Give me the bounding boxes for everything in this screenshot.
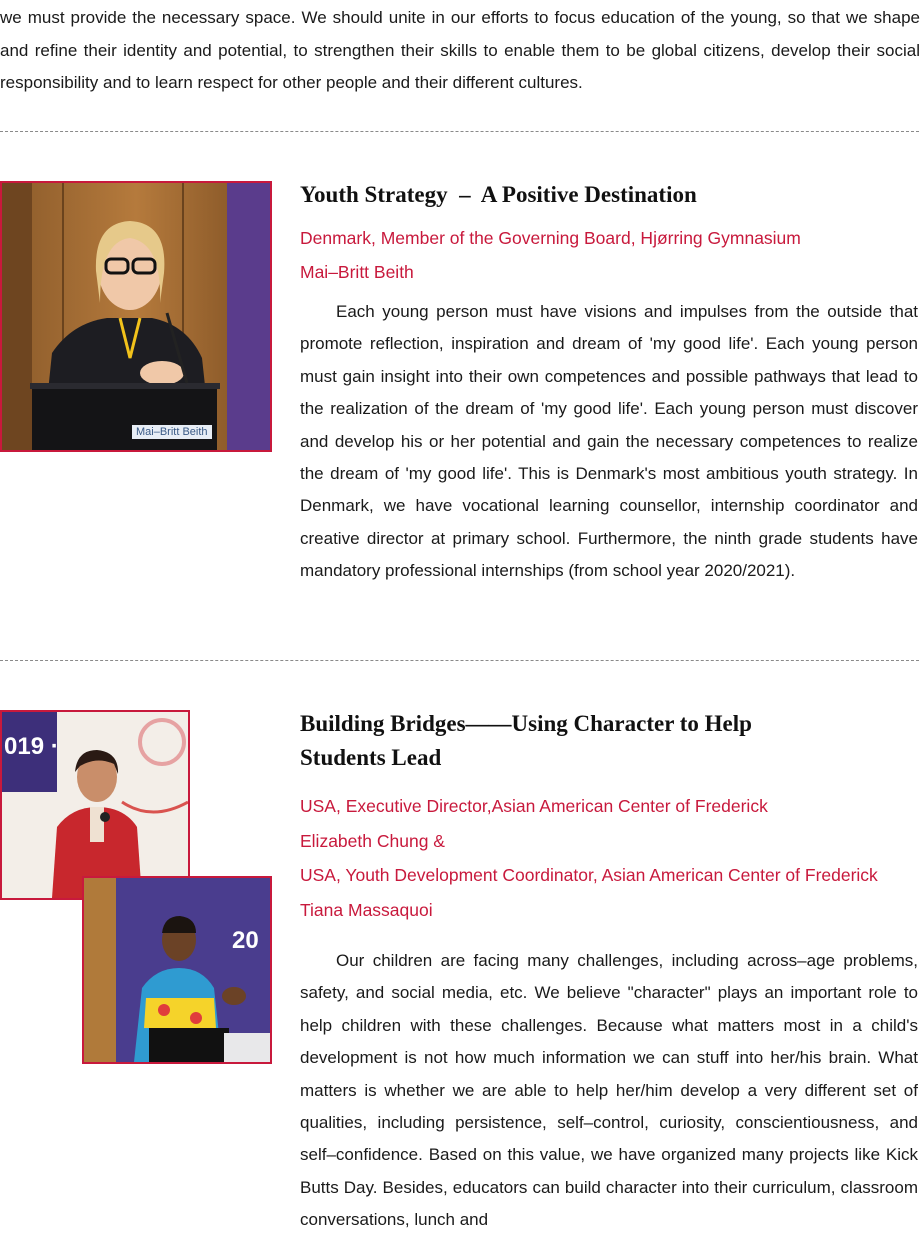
speaker-photo-illustration	[2, 183, 270, 450]
section-divider	[0, 660, 919, 661]
speaker-photo-illustration	[84, 878, 270, 1062]
banner-text: 019 ·	[4, 733, 59, 760]
banner-text: 20	[232, 927, 259, 954]
intro-paragraph: we must provide the necessary space. We should unite in our efforts to focus education of the young, so that we shape and refine their identity and potential, to strengthen their skills to enable them to be global citizens, develop their social responsibility and to learn respect for other people and their different cultures.	[0, 8, 920, 92]
section1-speaker: Mai–Britt Beith	[300, 262, 414, 282]
section2-speaker-1: Elizabeth Chung &	[300, 831, 445, 851]
section2-body: Our children are facing many challenges, including across–age problems, safety, and social media, etc. We believe "character" plays an important role to help children with these challenges. Because what matters most in a child's development is not how much information we can stuff into her/his brain. What matters is whether we are able to help her/him develop a very different set of qualities, including persistence, self–control, curiosity, conscientiousness, and self–confidence. Based on this value, we have organized many projects like Kick Butts Day. Besides, educators can build character into their curriculum, classroom conversations, lunch and	[300, 951, 918, 1230]
nameplate: Mai–Britt Beith	[132, 425, 212, 439]
section1-title: Youth Strategy – A Positive Destination	[300, 182, 697, 207]
section1-body: Each young person must have visions and impulses from the outside that promote reflection, inspiration and dream of 'my good life'. Each young person must gain insight into their own competences and possible pathways that lead to the realization of the dream of 'my good life'. Each young person must discover and develop his or her potential and gain the necessary competences to realize the dream of 'my good life'. This is Denmark's most ambitious youth strategy. In Denmark, we have vocational learning counsellor, internship coordinator and creative director at primary school. Furthermore, the ninth grade students have mandatory professional internships (from school year 2020/2021).	[300, 302, 918, 581]
section2-affiliation-2: USA, Youth Development Coordinator, Asian American Center of Frederick	[300, 865, 878, 885]
section1-affiliation: Denmark, Member of the Governing Board, Hjørring Gymnasium	[300, 228, 801, 248]
section2-title: Building Bridges——Using Character to Help Students Lead	[300, 711, 752, 770]
section2-affiliation-1: USA, Executive Director,Asian American Center of Frederick	[300, 796, 768, 816]
section2-speaker-2: Tiana Massaquoi	[300, 900, 433, 920]
speaker-photo-beith	[0, 181, 272, 452]
speaker-photo-chung	[0, 710, 190, 900]
section-divider	[0, 131, 919, 132]
speaker-photo-illustration	[2, 712, 188, 898]
speaker-photo-massaquoi	[82, 876, 272, 1064]
